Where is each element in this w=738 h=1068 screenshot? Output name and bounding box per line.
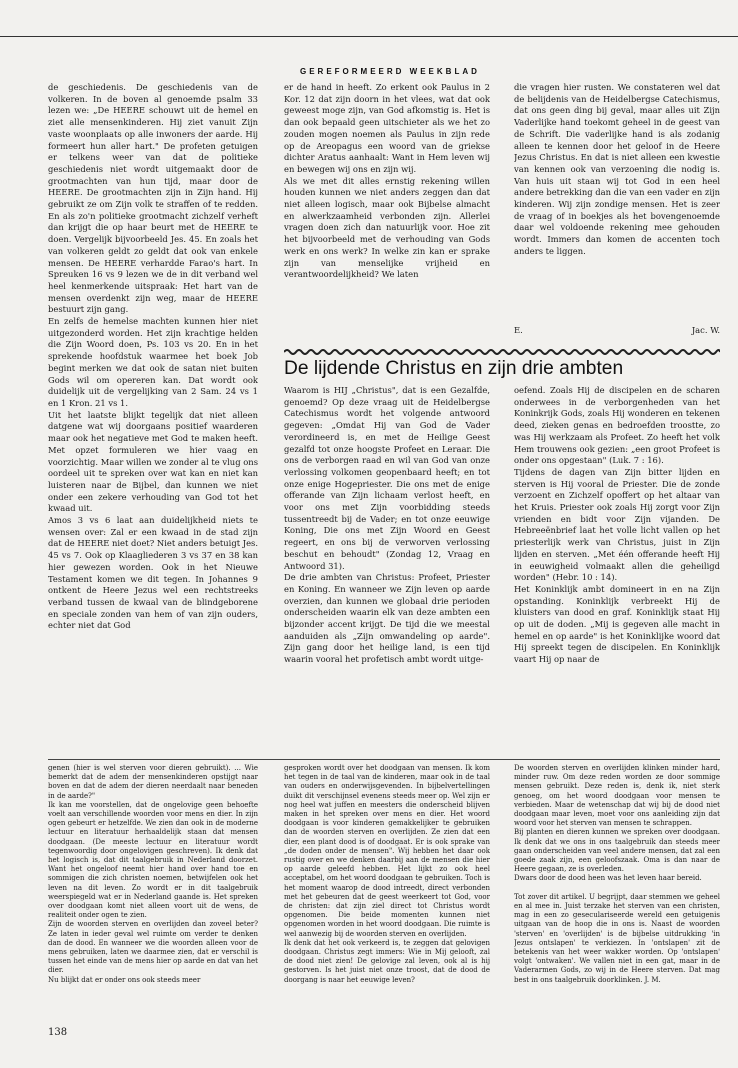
article-column-2: er de hand in heeft. Zo erkent ook Paulus in 2 Kor. 12 dat zijn doorn in het vlees, wat dat ook geweest moge zijn, van God afkomstig is. Het is dan ook bepaald geen uitschieter als we het zo zouden mogen noemen als Paulus in zijn rede op de Areopagus een woord van de griekse dichter Aratus aanhaalt: Want in Hem leven wij en bewegen wij ons en zijn wij. Als we met dit alles ernstig rekening willen houden kunnen we niet anders zeggen dan dat niet alleen logisch, maar ook Bijbelse almacht en alwerkzaamheid verbonden zijn. Allerlei vragen doen zich dan natuurlijk voor. Hoe zit het bijvoorbeeld met de verhouding van Gods werk en ons werk? In welke zin kan er sprake zijn van menselijke vrijheid en verantwoordelijkheid? We laten <box>284 82 490 280</box>
bottom-article-column-3: De woorden sterven en overlijden klinken minder hard, minder ruw. Om deze reden worden ze door sommige mensen gebruikt. Deze reden is, denk ik, niet sterk genoeg, om het woord doodgaan voor mensen te verbieden. Maar de wetenschap dat wij bij de dood niet doodgaan maar leven, moet voor ons aanleiding zijn dat woord voor het sterven van mensen te schrappen. Bij planten en dieren kunnen we spreken over doodgaan. Ik denk dat we ons in ons taalgebruik dan steeds meer gaan onderscheiden van veel andere mensen, dat zal een goede zaak zijn, een geloofszaak. Oma is dan naar de Heere gegaan, ze is overleden. Dwars door de dood heen was het leven haar bereid. Tot zover dit artikel. U begrijpt, daar stemmen we geheel en al mee in. Juist terzake het sterven van een christen, mag in een zo geseculariseerde wereld een getuigenis uitgaan van de hoop die in ons is. Naast de woorden 'sterven' en 'overlijden' is de bijbelse uitdrukking 'in Jezus ontslapen' te verkiezen. In 'ontslapen' zit de betekenis van het weer wakker worden. Op 'ontslapen' volgt 'ontwaken'. We vallen niet in een gat, maar in de Vaderarmen Gods, zo wij in de Heere sterven. Dat mag best in ons taalgebruik doorklinken. J. M. <box>514 764 720 984</box>
article-column-1: de geschiedenis. De geschiedenis van de volkeren. In de boven al genoemde psalm 33 lezen we: „De HEERE schouwt uit de hemel en ziet alle mensenkinderen. Hij ziet vanuit Zijn vaste woonplaats op alle inwoners der aarde. Hij formeert hun aller hart." De profeten getuigen er telkens weer van dat de politieke geschiedenis niet wordt uitgemaakt door de grootmachten van hun tijd, maar door de HEERE. De grootmachten zijn in Zijn hand. Hij gebruikt ze om Zijn volk te straffen of te redden. En als zo'n politieke grootmacht zichzelf verheft dan krijgt die op haar beurt met de HEERE te doen. Vergelijk bijvoorbeeld Jes. 45. En zoals het van volkeren geldt zo geldt dat ook van enkele mensen. De HEERE verhardde Farao's hart. In Spreuken 16 vs 9 lezen we de in dit verband wel heel kenmerkende uitspraak: Het hart van de mensen overdenkt zijn weg, maar de HEERE bestuurt zijn gang. En zelfs de hemelse machten kunnen hier niet uitgezonderd worden. Het zijn krachtige helden die Zijn Woord doen, Ps. 103 vs 20. En in het sprekende hoofdstuk waarmee het boek Job begint merken we dat ook de satan niet buiten Gods wil om opereren kan. Dat wordt ook duidelijk uit de vergelijking van 2 Sam. 24 vs 1 en 1 Kron. 21 vs 1. Uit het laatste blijkt tegelijk dat niet alleen datgene wat wij doorgaans positief waarderen maar ook het negatieve met God te maken heeft. Met opzet formuleren we hier vaag en voorzichtig. Maar willen we zonder al te vlug ons oordeel uit te spreken over wat kan en niet kan luisteren naar de Bijbel, dan kunnen we niet onder een zekere verhouding van God tot het kwaad uit. Amos 3 vs 6 laat aan duidelijkheid niets te wensen over: Zal er een kwaad in de stad zijn dat de HEERE niet doet? Niet anders betuigt Jes. 45 vs 7. Ook op Klaagliederen 3 vs 37 en 38 kan hier gewezen worden. Ook in het Nieuwe Testament komen we dit tegen. In Johannes 9 ontkent de Heere Jezus wel een rechtstreeks verband tussen de kwaal van de blindgeborene en speciale zonden van hem of van zijn ouders, echter niet dat God <box>48 82 258 631</box>
bottom-article-column-1: genen (hier is wel sterven voor dieren gebruikt). ... Wie bemerkt dat de adem der mensenkinderen opstijgt naar boven en dat de adem der dieren neerdaalt naar beneden in de aarde?" Ik kan me voorstellen, dat de ongelovige geen behoefte voelt aan verschillende woorden voor mens en dier. In zijn ogen gebeurt er hetzelfde. We zien dan ook in de moderne lectuur en literatuur herhaaldelijk staan dat mensen doodgaan. (De meeste lectuur en literatuur wordt tegenwoordig door ongelovigen geschreven). Ik denk dat het logisch is, dat dit taalgebruik in Nederland doorzet. Want het ongeloof neemt hier hand over hand toe en sommigen die zich christen noemen, betwijfelen ook het leven na dit leven. Zo wordt er in dit taalgebruik weerspiegeld wat er in Nederland gaande is. Het spreken over doodgaan komt niet alleen voort uit de wens, de realiteit onder ogen te zien. Zijn de woorden sterven en overlijden dan zoveel beter? Ze laten in ieder geval wel ruimte om verder te denken dan de dood. En wanneer we die woorden alleen voor de mens gebruiken, laten we daarmee zien, dat er verschil is tussen het einde van de mens hier op aarde en dat van het dier. Nu blijkt dat er onder ons ook steeds meer <box>48 764 258 984</box>
article-title: De lijdende Christus en zijn drie ambten <box>284 358 624 379</box>
signature-author: Jac. W. <box>691 325 720 335</box>
bottom-article-column-2: gesproken wordt over het doodgaan van mensen. Ik kom het tegen in de taal van de kinderen, maar ook in de taal van ouders en onderwijsgevenden. In bijbelvertellingen duikt dit verschijnsel evenens steeds meer op. Wel zijn er nog heel wat juffen en meesters die onderscheid blijven maken in het spreken over mens en dier. Het woord doodgaan is voor kinderen gemakkelijker te gebruiken dan de woorden sterven en overlijden. Ze zien dat een dier, een plant dood is of doodgaat. Er is ook sprake van „de doden onder de mensen". Wij hebben het daar ook rustig over en we denken daarbij aan de mensen die hier op aarde geleefd hebben. Het lijkt zo ook heel acceptabel, om het woord doodgaan te gebruiken. Toch is het moment waarop de dood intreedt, direct verbonden met het gebeuren dat de geest weerkeert tot God, voor de christen: dat zijn ziel direct tot Christus wordt opgenomen. Die beide momenten kunnen niet opgenomen worden in het woord doodgaan. Die ruimte is wel aanwezig bij de woorden sterven en overlijden. Ik denk dat het ook verkeerd is, te zeggen dat gelovigen doodgaan. Christus zegt immers: Wie in Mij gelooft, zal de dood niet zien! De gelovige zal leven, ook al is hij gestorven. Is het juist niet onze troost, dat de dood de doorgang is naar het eeuwige leven? <box>284 764 490 984</box>
signature-line <box>514 325 720 335</box>
article-column-3: die vragen hier rusten. We constateren wel dat de belijdenis van de Heidelbergse Catechismus, dat ons geen ding bij geval, maar alles uit Zijn Vaderlijke hand toekomt geheel in de geest van de Schrift. Die vaderlijke hand is als zodanig alleen te kennen door het geloof in de Heere Jezus Christus. En dat is niet alleen een kwestie van kennen ook van verzoening die nodig is. Van huis uit staan wij tot God in een heel andere betrekking dan die van een vader en zijn kinderen. Wij zijn zondige mensen. Het is zeer de vraag of in boekjes als het bovengenoemde daar wel voldoende rekening mee gehouden wordt. Immers dan komen de accenten toch anders te liggen. <box>514 82 720 256</box>
section-divider <box>48 759 720 760</box>
top-rule <box>0 36 738 37</box>
page-number: 138 <box>48 1027 68 1038</box>
christus-article-column-2: oefend. Zoals Hij de discipelen en de scharen onderwees in de verborgenheden van het Koninkrijk Gods, zoals Hij wonderen en tekenen deed, zieken genas en bedroefden troostte, zo was Hij werkzaam als Profeet. Zo heeft het volk Hem trouwens ook gezien: „een groot Profeet is onder ons opgestaan" (Luk. 7 : 16). Tijdens de dagen van Zijn bitter lijden en sterven is Hij vooral de Priester. Die de zonde verzoent en Zichzelf opoffert op het altaar van het Kruis. Priester ook zoals Hij zorgt voor Zijn vrienden en bidt voor Zijn vijanden. De Hebreeënbrief laat het volle licht vallen op het priesterlijk werk van Christus, juist in Zijn lijden en sterven. „Met één offerande heeft Hij in eeuwigheid volmaakt allen die geheiligd worden" (Hebr. 10 : 14). Het Koninklijk ambt domineert in en na Zijn opstanding. Koninklijk verbreekt Hij de kluisters van dood en graf. Koninklijk staat Hij op uit de doden. „Mij is gegeven alle macht in hemel en op aarde" is het Koninklijke woord dat Hij spreekt tegen de discipelen. En Koninklijk vaart Hij op naar de <box>514 385 720 665</box>
signature-left: E. <box>514 325 523 335</box>
christus-article-column-1: Waarom is HIJ „Christus", dat is een Gezalfde, genoemd? Op deze vraag uit de Heidelbergse Catechismus wordt het volgende antwoord gegeven: „Omdat Hij van God de Vader verordineerd is, en met de Heilige Geest gezalfd tot onze hoogste Profeet en Leraar. Die ons de verborgen raad en wil van God van onze verlossing volkomen geopenbaard heeft; en tot onze enige Hogepriester. Die ons met de enige offerande van Zijn lichaam verlost heeft, en voor ons met Zijn voorbidding steeds tussentreedt bij de Vader; en tot onze eeuwige Koning, Die ons met Zijn Woord en Geest regeert, en ons bij de verworven verlossing beschut en behoudt" (Zondag 12, Vraag en Antwoord 31). De drie ambten van Christus: Profeet, Priester en Koning. En wanneer we Zijn leven op aarde overzien, dan kunnen we globaal drie perioden onderscheiden waarin elk van deze ambten een bijzonder accent krijgt. De tijd die we meestal aanduiden als „Zijn omwandeling op aarde". Zijn gang door het heilige land, is een tijd waarin vooral het profetisch ambt wordt uitge- <box>284 385 490 665</box>
running-header: GEREFORMEERD WEEKBLAD <box>300 67 480 76</box>
decorative-wave-divider <box>284 348 720 356</box>
